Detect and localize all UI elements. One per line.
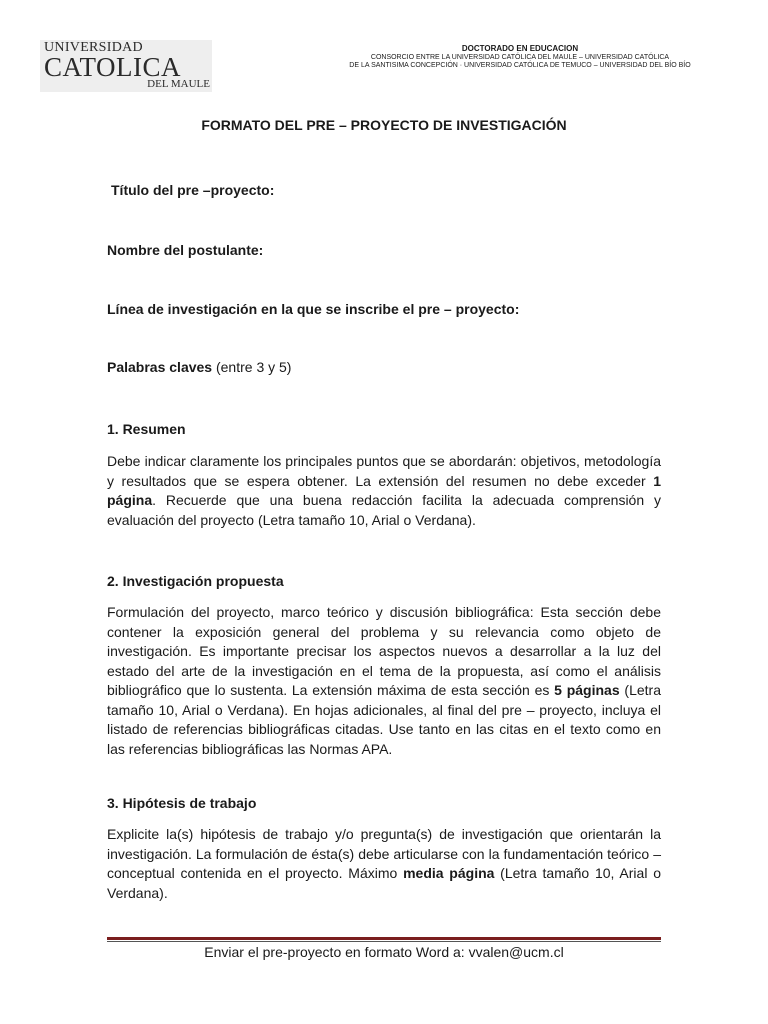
- palabras-label: Palabras claves: [107, 359, 213, 375]
- footer-rule-thin: [107, 941, 661, 942]
- document-title: FORMATO DEL PRE – PROYECTO DE INVESTIGACIÓN: [201, 117, 567, 133]
- section-2-heading: 2. Investigación propuesta: [107, 573, 284, 589]
- section-2-paragraph: [107, 603, 661, 759]
- university-logo: [40, 40, 212, 92]
- footer-instructions: Enviar el pre-proyecto en formato Word a: vvalen@ucm.cl: [204, 944, 564, 960]
- section-3-paragraph: [107, 825, 661, 903]
- section-1-paragraph: [107, 452, 661, 530]
- consortium-line-1: CONSORCIO ENTRE LA UNIVERSIDAD CATÓLICA DEL MAULE – UNIVERSIDAD CATÓLICA: [370, 54, 670, 61]
- logo-line-2: CATOLICA: [44, 52, 182, 82]
- s2-text-a: Formulación del proyecto, marco teórico y discusión bibliográfica: Esta sección debe contener la exposición general del problema y su relevancia como objeto de investigación. Es importante precisar los aspectos nuevos a desarrollar a la luz del estado del arte de la investigación en el tema de la propuesta, así como el análisis bibliográfico que lo sustenta. La extensión máxima de esta sección es: [107, 604, 661, 698]
- section-3-heading: 3. Hipótesis de trabajo: [107, 795, 257, 811]
- s2-text-b: (Letra tamaño 10, Arial o Verdana). En hojas adicionales, al final del pre – proyecto, incluya el listado de referencias bibliográficas citadas. Use tanto en las citas en el texto como en las referencias bibliográficas las Normas APA.: [107, 682, 661, 757]
- s3-bold: media página: [403, 865, 495, 881]
- section-1-heading: 1. Resumen: [107, 421, 186, 437]
- program-name: DOCTORADO EN EDUCACION: [461, 44, 579, 53]
- s3-text-b: (Letra tamaño 10, Arial o Verdana).: [107, 865, 661, 901]
- field-linea: Línea de investigación en la que se inscribe el pre – proyecto:: [107, 301, 520, 317]
- logo-line-1: UNIVERSIDAD: [44, 40, 143, 55]
- footer-rule-thick: [107, 937, 661, 940]
- field-nombre: Nombre del postulante:: [107, 242, 264, 258]
- field-palabras: [107, 359, 291, 375]
- consortium-line-2: DE LA SANTISIMA CONCEPCIÓN · UNIVERSIDAD CATÓLICA DE TEMUCO – UNIVERSIDAD DEL BÍO BÍO: [349, 62, 691, 69]
- s1-text-a: Debe indicar claramente los principales puntos que se abordarán: objetivos, metodología y resultados que se espera obtener. La extensión del resumen no debe exceder: [107, 453, 661, 489]
- s1-text-b: . Recuerde que una buena redacción facilita la adecuada comprensión y evaluación del proyecto (Letra tamaño 10, Arial o Verdana).: [107, 492, 661, 528]
- field-titulo: Título del pre –proyecto:: [111, 182, 275, 198]
- s1-bold: 1 página: [107, 472, 661, 508]
- s3-text-a: Explicite la(s) hipótesis de trabajo y/o pregunta(s) de investigación que orientarán la investigación. La formulación de ésta(s) debe articularse con la fundamentación teórico – conceptual contenida en el proyecto. Máximo: [107, 826, 661, 881]
- palabras-note: (entre 3 y 5): [212, 359, 292, 375]
- header-program-info: [260, 44, 768, 69]
- s2-bold: 5 páginas: [554, 682, 620, 698]
- logo-line-3: DEL MAULE: [147, 78, 210, 90]
